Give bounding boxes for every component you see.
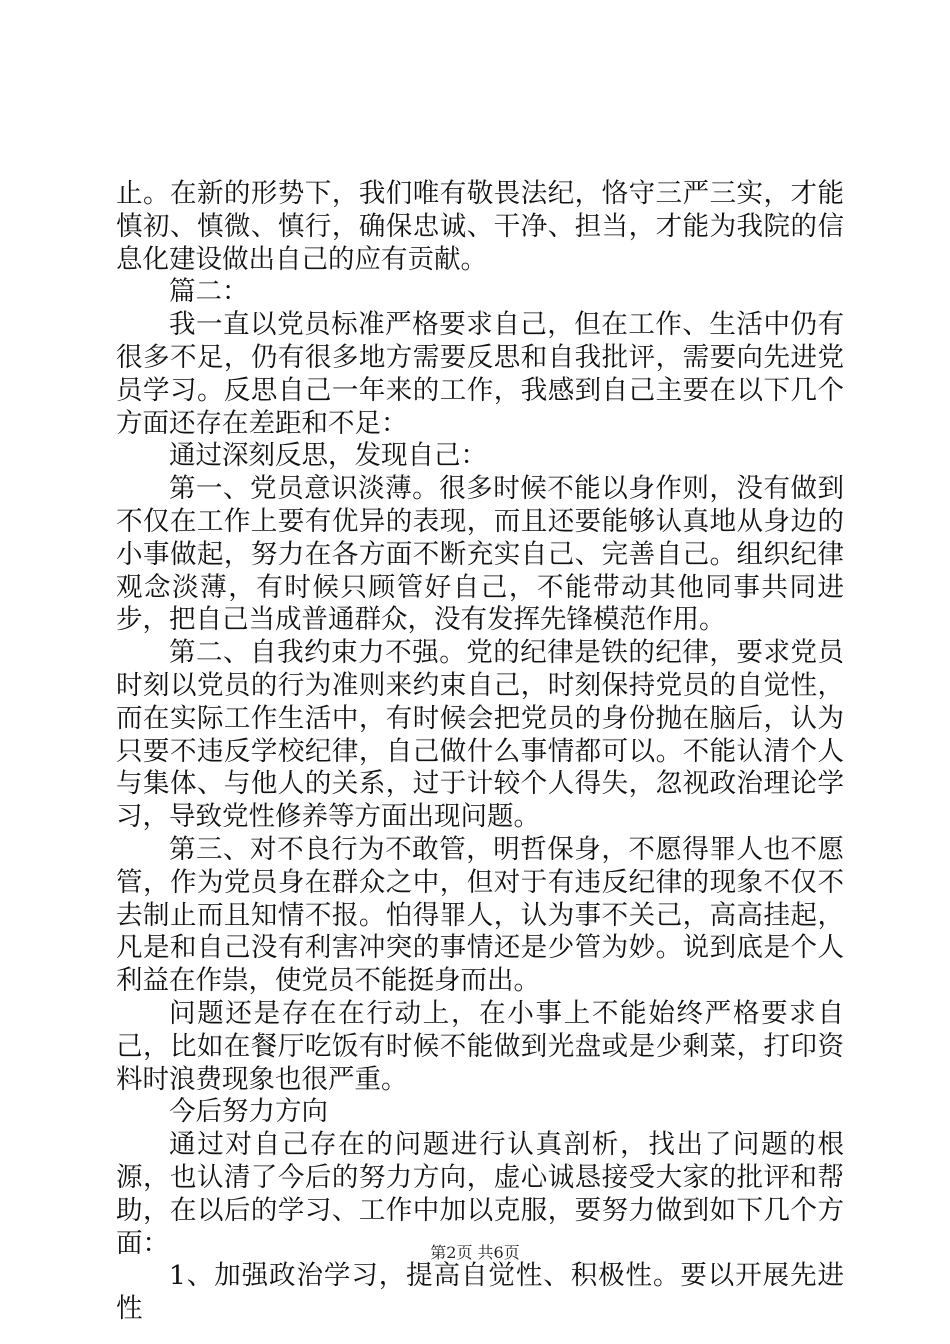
- subheading-direction: 今后努力方向: [169, 1096, 328, 1128]
- paragraph-item-1: 1、加强政治学习，提高自觉性、积极性。要以开展先进性: [116, 1260, 844, 1325]
- paragraph-point-1: 第一、党员意识淡薄。很多时候不能以身作则，没有做到不仅在工作上要有优异的表现，而且还要能够认真地从身边的小事做起，努力在各方面不断充实自己、完善自己。组织纪律观念淡薄，有时候只顾管好自己，不能带动其他同事共同进步，把自己当成普通群众，没有发挥先锋模范作用。: [116, 473, 844, 636]
- paragraph-continuation: 止。在新的形势下，我们唯有敬畏法纪，恪守三严三实，才能慎初、慎微、慎行，确保忠诚、干净、担当，才能为我院的信息化建设做出自己的应有贡献。: [116, 178, 844, 275]
- document-body: [116, 178, 844, 1326]
- paragraph-point-3: 第三、对不良行为不敢管，明哲保身，不愿得罪人也不愿管，作为党员身在群众之中，但对于有违反纪律的现象不仅不去制止而且知情不报。怕得罪人，认为事不关己，高高挂起，凡是和自己没有利害冲突的事情还是少管为妙。说到底是个人利益在作祟，使党员不能挺身而出。: [116, 833, 844, 997]
- page-number: 第2页 共6页: [430, 1243, 520, 1262]
- paragraph-point-2: 第二、自我约束力不强。党的纪律是铁的纪律，要求党员时刻以党员的行为准则来约束自己，时刻保持党员的自觉性，而在实际工作生活中，有时候会把党员的身份抛在脑后，认为只要不违反学校纪律，自己做什么事情都可以。不能认清个人与集体、与他人的关系，过于计较个人得失，忽视政治理论学习，导致党性修养等方面出现问题。: [116, 637, 844, 833]
- paragraph-issue: 问题还是存在在行动上，在小事上不能始终严格要求自己，比如在餐厅吃饭有时候不能做到光盘或是少剩菜，打印资料时浪费现象也很严重。: [116, 997, 844, 1095]
- section-heading: 篇二：: [169, 276, 249, 308]
- paragraph-intro: 我一直以党员标准严格要求自己，但在工作、生活中仍有很多不足，仍有很多地方需要反思和自我批评，需要向先进党员学习。反思自己一年来的工作，我感到自己主要在以下几个方面还存在差距和不足：: [116, 309, 844, 439]
- paragraph-direction: 通过对自己存在的问题进行认真剖析，找出了问题的根源，也认清了今后的努力方向，虚心诚恳接受大家的批评和帮助，在以后的学习、工作中加以克服，要努力做到如下几个方面：: [116, 1129, 844, 1259]
- paragraph-lead: 通过深刻反思，发现自己：: [169, 440, 487, 472]
